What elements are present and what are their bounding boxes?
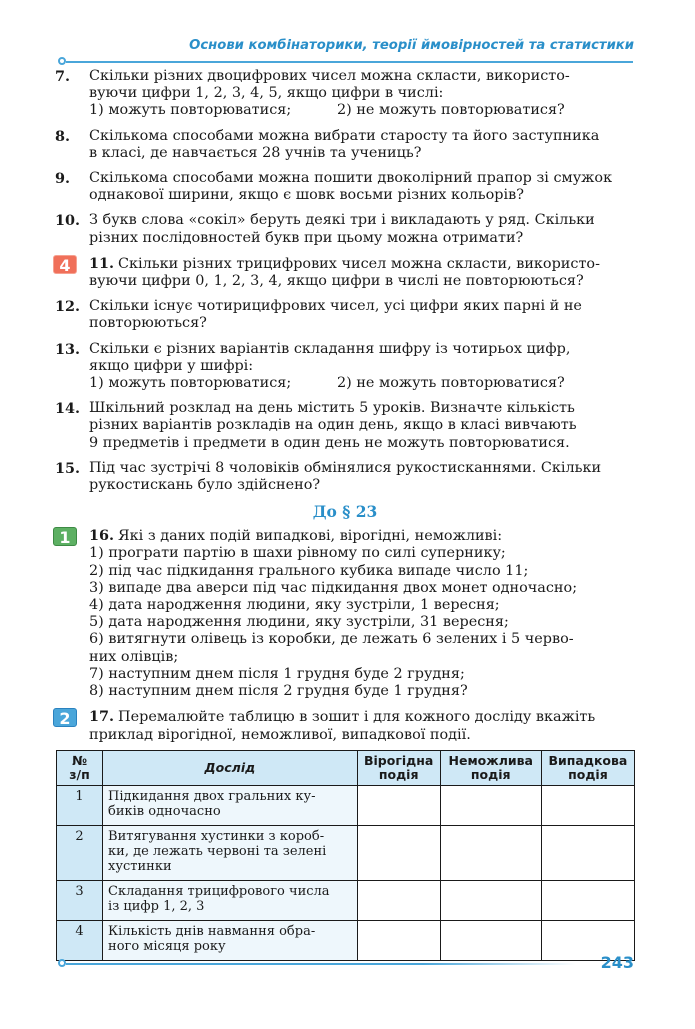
problem-item: них олівців; (89, 648, 179, 665)
problem-text-line: Під час зустрічі 8 чоловіків обмінялися рукостисканнями. Скільки (89, 459, 602, 476)
problem-item: 1) програти партію в шахи рівному по силі супернику; (89, 545, 506, 562)
problem-10 (55, 212, 635, 246)
cell-random (541, 785, 634, 825)
row-experiment (103, 825, 358, 880)
cell-certain (357, 920, 440, 960)
problem-text-line: вуючи цифри 1, 2, 3, 4, 5, якщо цифри в числі: (89, 85, 444, 102)
header-experiment: Дослід (103, 750, 358, 785)
level-1-badge: 1 (53, 527, 77, 546)
problem-8 (55, 128, 635, 162)
problem-text-line (89, 708, 635, 726)
table-row (57, 880, 635, 920)
problem-15 (55, 460, 635, 494)
problem-text-line: Скількома способами можна пошити двоколірний прапор зі смужок (89, 170, 613, 187)
problem-number: 8. (55, 127, 71, 145)
page-content (55, 68, 635, 961)
cell-impossible (440, 785, 541, 825)
cell-certain (357, 880, 440, 920)
problem-12 (55, 298, 635, 332)
cell-line: Кількість днів навмання обра- (108, 923, 316, 939)
problem-16 (55, 527, 635, 700)
cell-impossible (440, 880, 541, 920)
problem-item: 4) дата народження людини, яку зустріли, 1 вересня; (89, 597, 500, 614)
cell-line: хустинки (108, 858, 172, 874)
problem-item: 8) наступним днем після 2 грудня буде 1 грудня? (89, 683, 468, 700)
cell-line: із цифр 1, 2, 3 (108, 898, 205, 914)
problem-number: 9. (55, 170, 71, 188)
problem-9 (55, 170, 635, 204)
problem-13 (55, 341, 635, 393)
header-title: Основи комбінаторики, теорії ймовірностей та статистики (189, 38, 634, 53)
table-row (57, 785, 635, 825)
header-number-line: з/п (69, 766, 90, 782)
level-4-badge: 4 (53, 255, 77, 274)
problem-7 (55, 68, 635, 120)
problem-number: 14. (55, 400, 81, 418)
problem-item: 3) випаде два аверси під час підкидання двох монет одночасно; (89, 579, 578, 596)
option-2: 2) не можуть повторюватися? (337, 102, 565, 119)
problem-number: 10. (55, 212, 81, 230)
table-row (57, 825, 635, 880)
option-2: 2) не можуть повторюватися? (337, 375, 565, 392)
problem-number: 7. (55, 68, 71, 85)
cell-impossible (440, 825, 541, 880)
problem-options (89, 102, 635, 119)
cell-line: биків одночасно (108, 803, 221, 819)
row-experiment (103, 880, 358, 920)
problem-17 (55, 708, 635, 743)
problem-text-line: Скільки є різних варіантів складання шифру із чотирьох цифр, (89, 340, 571, 357)
header-line: Вірогідна (364, 752, 434, 768)
row-number: 1 (57, 785, 103, 825)
option-1: 1) можуть повторюватися; (89, 102, 292, 119)
cell-line: Складання трицифрового числа (108, 883, 330, 899)
problem-options (89, 375, 635, 392)
cell-line: ки, де лежать червоні та зелені (108, 843, 327, 859)
problem-11 (55, 255, 635, 290)
header-number (57, 750, 103, 785)
problem-text-line: повторюються? (89, 315, 207, 332)
header-impossible-event (440, 750, 541, 785)
problem-item: 7) наступним днем після 1 грудня буде 2 грудня; (89, 665, 465, 682)
cell-line: Витягування хустинки з короб- (108, 828, 325, 844)
header-rule (66, 61, 633, 63)
problem-text-line (89, 527, 635, 545)
problem-text: Скільки різних трицифрових чисел можна скласти, використо- (118, 255, 600, 272)
footer-rule (66, 963, 576, 965)
header-random-event (541, 750, 634, 785)
problem-number: 11. (89, 254, 115, 272)
problem-text-line: однакової ширини, якщо є шовк восьми різних кольорів? (89, 187, 524, 204)
cell-line: Підкидання двох гральних ку- (108, 788, 316, 804)
row-experiment (103, 785, 358, 825)
problem-text-line: різних варіантів розкладів на один день, якщо в класі вивчають (89, 417, 577, 434)
problem-text-line: Скільки існує чотирицифрових чисел, усі цифри яких парні й не (89, 298, 582, 315)
cell-certain (357, 825, 440, 880)
header-number-line: № (71, 752, 88, 768)
problem-item: 5) дата народження людини, яку зустріли, 31 вересня; (89, 614, 509, 631)
table-row (57, 920, 635, 960)
header-line: Випадкова (548, 752, 628, 768)
problem-item: 2) під час підкидання грального кубика випаде число 11; (89, 562, 529, 579)
problem-14 (55, 400, 635, 452)
level-2-badge: 2 (53, 708, 77, 727)
cell-certain (357, 785, 440, 825)
problem-text: Перемалюйте таблицю в зошит і для кожного досліду вкажіть (118, 709, 596, 726)
problem-text: Які з даних подій випадкові, вірогідні, неможливі: (118, 528, 503, 545)
row-number: 3 (57, 880, 103, 920)
page-number: 243 (600, 953, 634, 972)
cell-impossible (440, 920, 541, 960)
problem-text-line: Скільки різних двоцифрових чисел можна скласти, використо- (89, 68, 570, 84)
problem-text-line: Скількома способами можна вибрати старосту та його заступника (89, 127, 600, 144)
header-line: подія (470, 766, 511, 782)
problem-text-line: рукостискань було здійснено? (89, 477, 321, 494)
problem-text-line: Шкільний розклад на день містить 5 уроків. Визначте кількість (89, 400, 575, 417)
table-header-row (57, 750, 635, 785)
section-heading: До § 23 (312, 502, 378, 522)
header-certain-event (357, 750, 440, 785)
cell-random (541, 880, 634, 920)
row-number: 2 (57, 825, 103, 880)
problem-item: 6) витягнути олівець із коробки, де лежать 6 зелених і 5 черво- (89, 631, 574, 648)
problem-text-line: якщо цифри у шифрі: (89, 357, 254, 374)
row-experiment (103, 920, 358, 960)
problem-number: 13. (55, 340, 81, 358)
problem-text-line: вуючи цифри 0, 1, 2, 3, 4, якщо цифри в числі не повторюються? (89, 273, 584, 290)
header-line: Неможлива (448, 752, 533, 768)
header-line: подія (378, 766, 419, 782)
problem-number: 15. (55, 459, 81, 477)
experiments-table (56, 750, 635, 961)
problem-number: 17. (89, 708, 115, 726)
footer-rule-dot (58, 959, 66, 967)
cell-random (541, 825, 634, 880)
problem-text-line: 9 предметів і предмети в один день не можуть повторюватися. (89, 434, 570, 451)
header-line: подія (568, 766, 608, 782)
problem-text-line: в класі, де навчається 28 учнів та учениць? (89, 144, 422, 161)
problem-number: 16. (89, 527, 115, 545)
option-1: 1) можуть повторюватися; (89, 375, 292, 392)
problem-text-line: З букв слова «сокіл» беруть деякі три і викладають у ряд. Скільки (89, 212, 595, 229)
problem-text-line (89, 255, 635, 273)
header-rule-dot (58, 57, 66, 65)
problem-text-line: приклад вірогідної, неможливої, випадкової події. (89, 726, 471, 743)
row-number: 4 (57, 920, 103, 960)
cell-line: ного місяця року (108, 938, 226, 954)
problem-text-line: різних послідовностей букв при цьому можна отримати? (89, 229, 524, 246)
problem-number: 12. (55, 298, 81, 316)
